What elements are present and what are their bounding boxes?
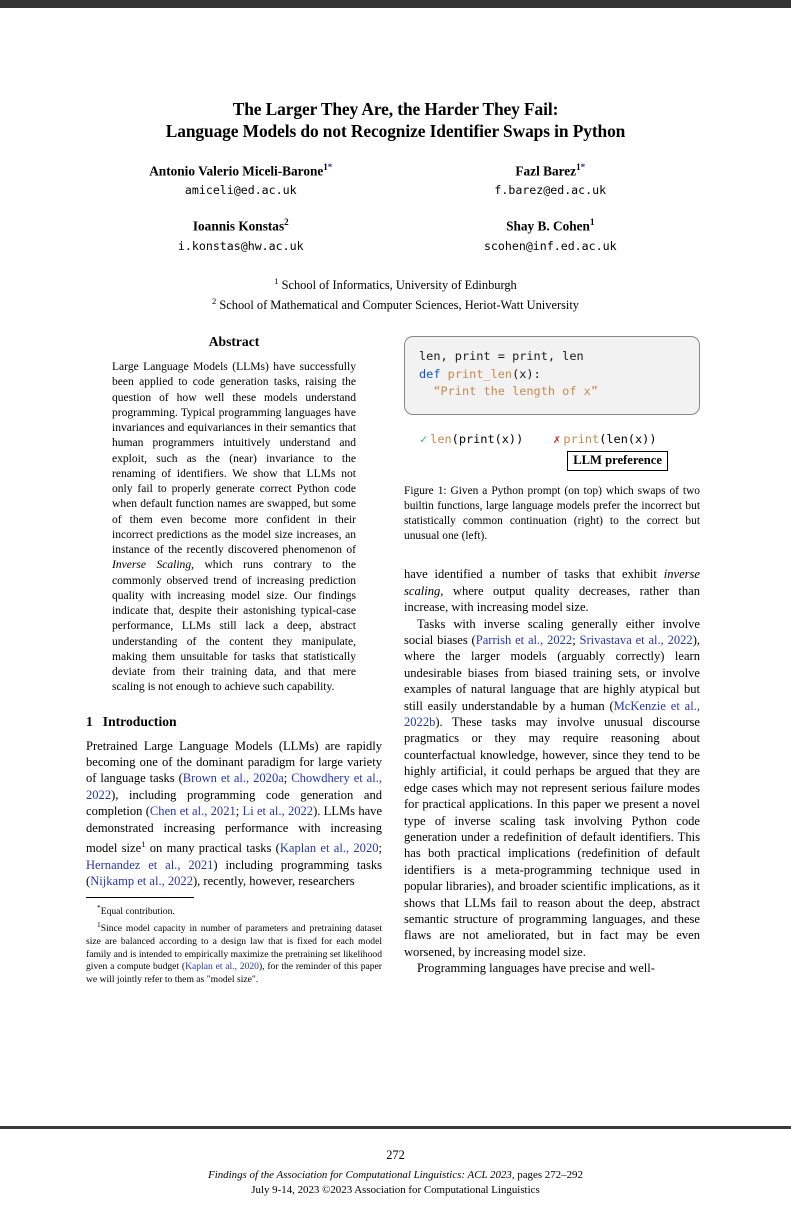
affiliation-line [86, 293, 705, 314]
page-title [86, 98, 705, 142]
abstract-part-1: Large Language Models (LLMs) have successfully been applied to code generation tasks, raising the question of how well these models understand programming. Typical programming languages have invariances and equivariances in their semantics that human programmers intuitively understand and exploit, such as the (near) invariance to the renaming of identifiers. We show that LLMs not only fail to properly generate correct Python code when default function names are swapped, but some of them even become more confident in their incorrect predictions as the model size increases, an instance of the recently discovered phenomenon of [112, 361, 356, 557]
right-p1-a: have identified a number of tasks that exhibit [404, 567, 664, 582]
venue-line-2: July 9-14, 2023 ©2023 Association for Computational Linguistics [251, 1183, 540, 1196]
affiliation-text: School of Informatics, University of Edinburgh [281, 277, 517, 292]
abstract-part-2: , which runs contrary to the commonly observed trend of increasing prediction quality with increasing model size. Our findings indicate that, despite their astonishing typical-case performance, LLMs still lack a deep, abstract understanding of the content they manipulate, making them unsuitable for tasks that statistically deviate from their training data, and that mere scaling is not enough to achieve such capability. [112, 559, 356, 694]
abstract-text [86, 360, 382, 696]
author-affiliation-marker: 2 [284, 217, 289, 228]
preference-row [404, 431, 700, 471]
correct-expression-function: len [430, 431, 452, 446]
author-name [86, 213, 396, 235]
author-entry [86, 213, 396, 254]
intro-text-g: ; [378, 841, 382, 856]
author-email: i.konstas@hw.ac.uk [177, 238, 304, 253]
left-column [86, 334, 382, 986]
right-column-text [404, 566, 700, 976]
correct-continuation [420, 431, 523, 447]
right-column [404, 334, 700, 986]
incorrect-expression-rest: (len(x)) [599, 431, 657, 446]
paper-page [0, 98, 791, 1219]
title-line-1: The Larger They Are, the Harder They Fail: [232, 99, 559, 119]
author-email: amiceli@ed.ac.uk [184, 183, 297, 198]
viewer-top-bar [0, 0, 791, 8]
citation-link[interactable]: Li et al., 2022 [242, 804, 314, 819]
footnote-list [86, 902, 382, 986]
intro-text-h: ) including programming tasks ( [86, 857, 382, 889]
citation-link[interactable]: Srivastava et al., 2022 [579, 633, 693, 648]
footnote-one-marker: 1 [97, 920, 101, 930]
citation-link[interactable]: Hernandez et al., 2021 [86, 857, 214, 872]
citation-link[interactable]: McKenzie et al., 2022b [404, 698, 700, 730]
right-p2 [404, 616, 700, 961]
author-row [86, 213, 705, 254]
author-affiliation-marker: 1 [576, 162, 581, 172]
citation-link[interactable]: Nijkamp et al., 2022 [90, 874, 193, 889]
right-p2-a: Tasks with inverse scaling generally either involve social biases ( [404, 616, 700, 648]
venue-proceedings-name: Findings of the Association for Computational Linguistics: ACL 2023 [208, 1169, 512, 1181]
abstract-italic-inverse-scaling: Inverse Scaling [112, 559, 192, 572]
intro-text-b: ; [283, 771, 292, 786]
title-line-2: Language Models do not Recognize Identifier Swaps in Python [165, 121, 626, 141]
affiliation-marker: 1 [274, 275, 279, 286]
intro-text-i: ), recently, however, researchers [192, 874, 355, 889]
author-star-marker: * [327, 162, 333, 172]
right-p2-c: ), where the larger models (arguably correctly) learn undesirable biases from biased training sets, or involve examples of natural language that are highly atypical but still easily understandable by a human ( [404, 633, 701, 713]
footnote-divider [86, 897, 194, 898]
citation-link[interactable]: Kaplan et al., 2020 [185, 961, 259, 973]
incorrect-continuation-wrapper [553, 431, 668, 471]
right-p2-b: ; [572, 633, 580, 648]
section-title: Introduction [102, 713, 177, 729]
citation-link[interactable]: Chowdhery et al., 2022 [86, 771, 383, 802]
llm-preference-badge: LLM preference [567, 451, 668, 471]
footnote-one-text-a: Since model capacity in number of parameters and pretraining dataset size are balanced according to a design law that is fixed for each model family and is intended to empirically maximize the pretraining set likelihood given a compute budget ( [86, 923, 382, 973]
author-name-text: Fazl Barez [515, 163, 577, 179]
author-affiliation-marker: 1 [589, 217, 595, 228]
right-p3: Programming languages have precise and well- [417, 961, 655, 976]
author-name-text: Ioannis Konstas [192, 218, 285, 234]
docstring: “Print the length of x” [433, 384, 598, 399]
code-block [419, 348, 685, 401]
incorrect-expression-function: print [563, 431, 600, 446]
correct-expression-rest: (print(x)) [451, 431, 524, 446]
citation-link[interactable]: Kaplan et al., 2020 [279, 841, 379, 856]
affiliation-block [86, 273, 705, 314]
introduction-paragraph [86, 738, 382, 890]
author-star-marker: * [580, 162, 586, 172]
author-entry [396, 213, 706, 254]
author-name [396, 158, 706, 180]
author-row [86, 158, 705, 199]
check-icon: ✓ [420, 431, 428, 446]
footnote-area [86, 897, 382, 986]
citation-link[interactable]: Parrish et al., 2022 [475, 633, 573, 648]
venue-line-1 [0, 1168, 791, 1183]
intro-text-d: ; [235, 804, 243, 819]
affiliation-line [86, 273, 705, 294]
footnote-star-text: Equal contribution. [100, 906, 175, 918]
code-line-2 [419, 366, 685, 384]
function-name-print-len: print_len [447, 366, 513, 381]
intro-text-a: Pretrained Large Language Models (LLMs) are rapidly becoming one of the dominant paradigm for large variety of language tasks ( [86, 738, 382, 786]
author-email: scohen@inf.ed.ac.uk [483, 238, 617, 253]
author-name [396, 213, 706, 235]
citation-link[interactable]: Chen et al., 2021 [149, 804, 236, 819]
footnote-one-text-b: ), for the reminder of this paper we will jointly refer to them as "model size". [86, 961, 382, 985]
author-name-text: Shay B. Cohen [506, 218, 590, 234]
right-p2-d: ). These tasks may involve unusual discourse pragmatics or they may require reasoning about counterfactual knowledge, however, since they tend to be highly artificial, it could perhaps be argued that they are edge cases which may not represent serious failure modes for practical applications. In this paper we present a novel type of inverse scaling task involving Python code generation under a redefinition of default identifiers. This has both practical implications (redefinition of default identifiers is a meta-programming technique used in popular libraries), and broader scientific implications, as it shows that LLMs fail to reason about the deep, abstract semantic structure of programming languages, and these flaws are not ameliorated, but in fact may be even worsened, by increasing model size. [404, 715, 700, 959]
cross-icon: ✗ [553, 431, 561, 446]
footnote-star [86, 902, 382, 919]
page-number: 272 [386, 1148, 405, 1162]
venue-pages: , pages 272–292 [511, 1169, 583, 1181]
author-entry [396, 158, 706, 199]
footnote-one [86, 919, 382, 986]
author-entry [86, 158, 396, 199]
venue-footer [0, 1168, 791, 1197]
figure-1-code-box [404, 336, 700, 415]
code-line-1: len, print = print, len [419, 349, 584, 364]
author-affiliation-marker: 1 [323, 162, 328, 172]
affiliation-marker: 2 [212, 296, 217, 307]
figure-1-caption: Figure 1: Given a Python prompt (on top) which swaps of two builtin functions, large language models prefer the incorrect but statistically common continuation (right) to the correct but unusual one (left). [404, 484, 700, 543]
incorrect-continuation [553, 431, 668, 447]
right-p1-italic: inverse scaling [404, 567, 700, 598]
intro-text-e: ). LLMs have demonstrated increasing performance with increasing model size [86, 804, 383, 856]
section-heading-introduction [86, 714, 382, 730]
section-number: 1 [86, 713, 93, 729]
abstract-heading: Abstract [208, 334, 260, 350]
python-keyword-def: def [419, 366, 441, 381]
intro-text-c: ), including programming code generation and completion ( [86, 787, 382, 819]
citation-link[interactable]: Brown et al., 2020a [182, 771, 284, 786]
author-name [86, 158, 396, 180]
footnote-reference[interactable]: 1 [141, 839, 146, 850]
code-params: (x): [512, 366, 541, 381]
author-name-text: Antonio Valerio Miceli-Barone [149, 163, 324, 179]
two-column-body [86, 334, 705, 986]
author-block [86, 158, 705, 255]
affiliation-text: School of Mathematical and Computer Sciences, Heriot-Watt University [219, 298, 579, 313]
right-p1 [404, 566, 700, 615]
intro-p1 [86, 738, 382, 890]
right-p1-b: , where output quality decreases, rather than increase, with increasing model size. [404, 583, 700, 615]
author-email: f.barez@ed.ac.uk [494, 183, 607, 198]
code-line-3 [419, 383, 685, 401]
intro-text-f: on many practical tasks ( [145, 841, 280, 856]
footnote-star-marker: * [97, 903, 101, 913]
